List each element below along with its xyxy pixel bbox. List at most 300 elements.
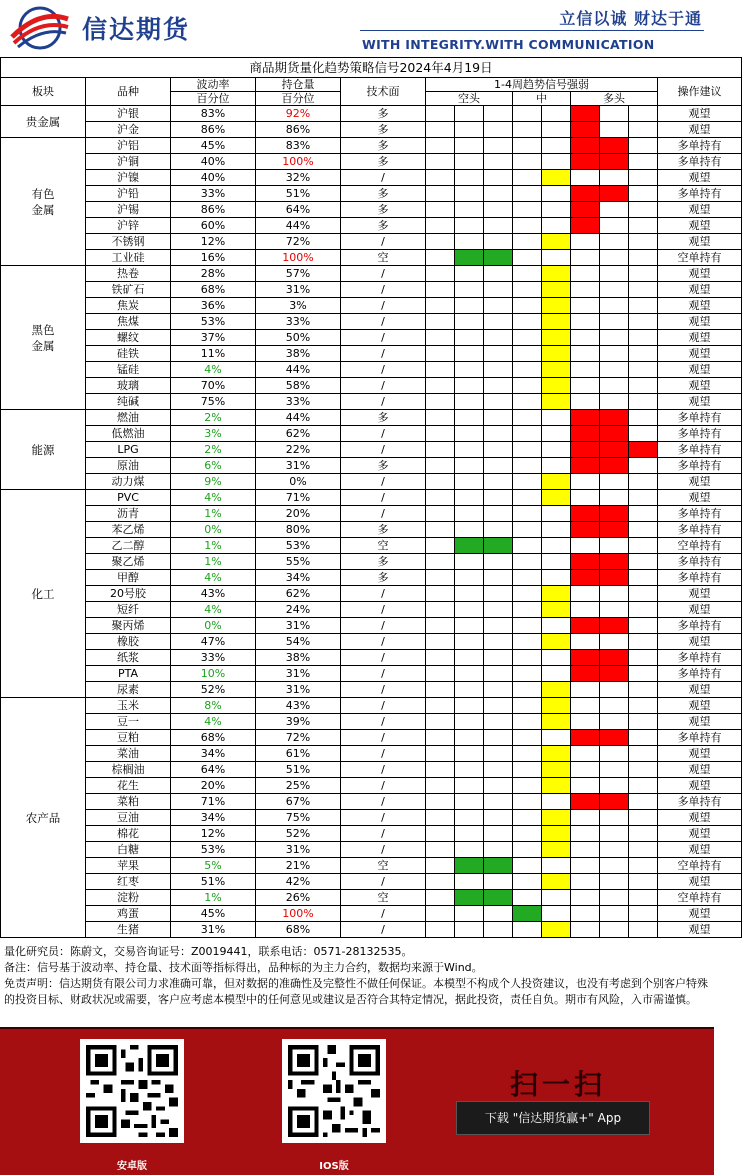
signal-cell bbox=[571, 282, 600, 298]
technical-cell: 多 bbox=[341, 122, 426, 138]
signal-cell bbox=[484, 682, 513, 698]
volatility-cell: 70% bbox=[171, 378, 256, 394]
signal-cell bbox=[571, 570, 600, 586]
signal-cell bbox=[571, 618, 600, 634]
signal-table bbox=[0, 57, 742, 938]
open-interest-cell: 26% bbox=[256, 890, 341, 906]
signal-cell bbox=[600, 122, 629, 138]
signal-cell bbox=[629, 762, 658, 778]
signal-cell bbox=[600, 794, 629, 810]
signal-cell bbox=[542, 298, 571, 314]
open-interest-cell: 100% bbox=[256, 250, 341, 266]
signal-cell bbox=[484, 522, 513, 538]
table-row bbox=[1, 778, 742, 794]
signal-cell bbox=[426, 666, 455, 682]
signal-cell bbox=[600, 602, 629, 618]
signal-cell bbox=[629, 538, 658, 554]
technical-cell: / bbox=[341, 650, 426, 666]
open-interest-cell: 54% bbox=[256, 634, 341, 650]
signal-cell bbox=[513, 746, 542, 762]
signal-cell bbox=[571, 154, 600, 170]
signal-cell bbox=[426, 874, 455, 890]
advice-cell: 观望 bbox=[658, 170, 742, 186]
technical-cell: 多 bbox=[341, 106, 426, 122]
advice-cell: 观望 bbox=[658, 906, 742, 922]
signal-cell bbox=[426, 634, 455, 650]
open-interest-cell: 0% bbox=[256, 474, 341, 490]
open-interest-cell: 72% bbox=[256, 730, 341, 746]
product-cell: LPG bbox=[86, 442, 171, 458]
signal-cell bbox=[484, 762, 513, 778]
technical-cell: 多 bbox=[341, 154, 426, 170]
signal-cell bbox=[542, 490, 571, 506]
signal-cell bbox=[455, 138, 484, 154]
advice-cell: 多单持有 bbox=[658, 794, 742, 810]
signal-cell bbox=[513, 330, 542, 346]
open-interest-cell: 33% bbox=[256, 314, 341, 330]
table-row bbox=[1, 666, 742, 682]
open-interest-cell: 80% bbox=[256, 522, 341, 538]
signal-cell bbox=[600, 586, 629, 602]
advice-cell: 多单持有 bbox=[658, 730, 742, 746]
signal-cell bbox=[513, 410, 542, 426]
signal-cell bbox=[571, 426, 600, 442]
technical-cell: / bbox=[341, 314, 426, 330]
signal-cell bbox=[426, 266, 455, 282]
advice-cell: 观望 bbox=[658, 778, 742, 794]
advice-cell: 观望 bbox=[658, 282, 742, 298]
signal-cell bbox=[484, 298, 513, 314]
volatility-cell: 4% bbox=[171, 714, 256, 730]
signal-cell bbox=[513, 586, 542, 602]
open-interest-cell: 3% bbox=[256, 298, 341, 314]
signal-cell bbox=[426, 170, 455, 186]
product-cell: 菜粕 bbox=[86, 794, 171, 810]
volatility-cell: 33% bbox=[171, 186, 256, 202]
signal-cell bbox=[542, 106, 571, 122]
technical-cell: / bbox=[341, 282, 426, 298]
volatility-cell: 16% bbox=[171, 250, 256, 266]
signal-cell bbox=[513, 506, 542, 522]
signal-cell bbox=[513, 106, 542, 122]
product-cell: 沪锡 bbox=[86, 202, 171, 218]
signal-cell bbox=[513, 314, 542, 330]
open-interest-cell: 20% bbox=[256, 506, 341, 522]
signal-cell bbox=[600, 538, 629, 554]
signal-cell bbox=[426, 522, 455, 538]
signal-cell bbox=[629, 138, 658, 154]
technical-cell: 多 bbox=[341, 554, 426, 570]
open-interest-cell: 71% bbox=[256, 490, 341, 506]
advice-cell: 观望 bbox=[658, 234, 742, 250]
signal-cell bbox=[542, 922, 571, 938]
technical-cell: / bbox=[341, 170, 426, 186]
signal-cell bbox=[426, 714, 455, 730]
signal-cell bbox=[542, 282, 571, 298]
signal-cell bbox=[426, 506, 455, 522]
signal-cell bbox=[600, 762, 629, 778]
signal-cell bbox=[571, 922, 600, 938]
signal-cell bbox=[629, 330, 658, 346]
advice-cell: 观望 bbox=[658, 378, 742, 394]
product-cell: 热卷 bbox=[86, 266, 171, 282]
signal-cell bbox=[542, 442, 571, 458]
volatility-cell: 52% bbox=[171, 682, 256, 698]
header-short: 空头 bbox=[426, 92, 513, 106]
open-interest-cell: 25% bbox=[256, 778, 341, 794]
signal-cell bbox=[484, 778, 513, 794]
signal-cell bbox=[513, 474, 542, 490]
signal-cell bbox=[484, 730, 513, 746]
signal-cell bbox=[571, 506, 600, 522]
open-interest-cell: 50% bbox=[256, 330, 341, 346]
signal-cell bbox=[571, 138, 600, 154]
header-oi-1: 持仓量 bbox=[256, 78, 341, 92]
open-interest-cell: 24% bbox=[256, 602, 341, 618]
table-row bbox=[1, 186, 742, 202]
signal-cell bbox=[600, 266, 629, 282]
signal-cell bbox=[571, 874, 600, 890]
volatility-cell: 10% bbox=[171, 666, 256, 682]
table-row bbox=[1, 794, 742, 810]
table-row bbox=[1, 730, 742, 746]
signal-cell bbox=[455, 490, 484, 506]
advice-cell: 观望 bbox=[658, 826, 742, 842]
signal-cell bbox=[629, 426, 658, 442]
technical-cell: / bbox=[341, 874, 426, 890]
signal-cell bbox=[426, 842, 455, 858]
volatility-cell: 0% bbox=[171, 522, 256, 538]
advice-cell: 观望 bbox=[658, 314, 742, 330]
download-app-button[interactable]: 下载 "信达期货赢+" App bbox=[456, 1101, 650, 1135]
table-row bbox=[1, 650, 742, 666]
table-title: 商品期货量化趋势策略信号2024年4月19日 bbox=[1, 58, 742, 78]
signal-cell bbox=[426, 698, 455, 714]
signal-cell bbox=[629, 346, 658, 362]
advice-cell: 观望 bbox=[658, 346, 742, 362]
signal-cell bbox=[571, 810, 600, 826]
technical-cell: / bbox=[341, 666, 426, 682]
signal-cell bbox=[571, 794, 600, 810]
android-qr-code[interactable] bbox=[80, 1039, 184, 1143]
slogan: 立信以诚 财达于通 bbox=[559, 9, 702, 28]
signal-cell bbox=[455, 682, 484, 698]
product-cell: 鸡蛋 bbox=[86, 906, 171, 922]
product-cell: 玻璃 bbox=[86, 378, 171, 394]
signal-cell bbox=[426, 218, 455, 234]
table-row bbox=[1, 858, 742, 874]
signal-cell bbox=[484, 666, 513, 682]
signal-cell bbox=[455, 522, 484, 538]
signal-cell bbox=[629, 410, 658, 426]
table-row bbox=[1, 698, 742, 714]
signal-cell bbox=[571, 378, 600, 394]
signal-cell bbox=[600, 218, 629, 234]
signal-cell bbox=[484, 378, 513, 394]
technical-cell: / bbox=[341, 330, 426, 346]
advice-cell: 观望 bbox=[658, 298, 742, 314]
signal-cell bbox=[600, 650, 629, 666]
sector-cell: 有色 金属 bbox=[1, 138, 86, 266]
signal-cell bbox=[484, 394, 513, 410]
signal-cell bbox=[600, 330, 629, 346]
advice-cell: 空单持有 bbox=[658, 538, 742, 554]
advice-cell: 多单持有 bbox=[658, 186, 742, 202]
signal-cell bbox=[484, 906, 513, 922]
signal-cell bbox=[426, 410, 455, 426]
signal-cell bbox=[455, 714, 484, 730]
signal-cell bbox=[629, 282, 658, 298]
table-row bbox=[1, 298, 742, 314]
signal-cell bbox=[542, 570, 571, 586]
product-cell: 玉米 bbox=[86, 698, 171, 714]
signal-cell bbox=[455, 330, 484, 346]
signal-cell bbox=[600, 890, 629, 906]
signal-cell bbox=[426, 746, 455, 762]
signal-cell bbox=[484, 746, 513, 762]
volatility-cell: 4% bbox=[171, 362, 256, 378]
signal-cell bbox=[600, 442, 629, 458]
sector-cell: 农产品 bbox=[1, 698, 86, 938]
signal-cell bbox=[426, 538, 455, 554]
signal-cell bbox=[455, 378, 484, 394]
signal-cell bbox=[542, 426, 571, 442]
signal-cell bbox=[600, 314, 629, 330]
advice-cell: 观望 bbox=[658, 634, 742, 650]
signal-cell bbox=[542, 474, 571, 490]
signal-cell bbox=[542, 522, 571, 538]
volatility-cell: 36% bbox=[171, 298, 256, 314]
volatility-cell: 28% bbox=[171, 266, 256, 282]
signal-cell bbox=[571, 698, 600, 714]
signal-cell bbox=[571, 650, 600, 666]
signal-cell bbox=[484, 122, 513, 138]
signal-cell bbox=[629, 922, 658, 938]
technical-cell: / bbox=[341, 346, 426, 362]
table-row bbox=[1, 218, 742, 234]
signal-cell bbox=[426, 202, 455, 218]
table-row bbox=[1, 378, 742, 394]
signal-cell bbox=[629, 698, 658, 714]
signal-cell bbox=[513, 490, 542, 506]
technical-cell: 空 bbox=[341, 858, 426, 874]
volatility-cell: 64% bbox=[171, 762, 256, 778]
signal-cell bbox=[426, 858, 455, 874]
signal-cell bbox=[542, 730, 571, 746]
signal-cell bbox=[455, 586, 484, 602]
signal-cell bbox=[571, 842, 600, 858]
advice-cell: 观望 bbox=[658, 474, 742, 490]
technical-cell: / bbox=[341, 394, 426, 410]
table-row bbox=[1, 554, 742, 570]
signal-cell bbox=[600, 554, 629, 570]
technical-cell: 空 bbox=[341, 250, 426, 266]
volatility-cell: 0% bbox=[171, 618, 256, 634]
ios-label: IOS版 bbox=[319, 1161, 349, 1172]
product-cell: 短纤 bbox=[86, 602, 171, 618]
signal-cell bbox=[571, 394, 600, 410]
technical-cell: / bbox=[341, 746, 426, 762]
table-row bbox=[1, 490, 742, 506]
signal-cell bbox=[484, 170, 513, 186]
volatility-cell: 60% bbox=[171, 218, 256, 234]
advice-cell: 多单持有 bbox=[658, 618, 742, 634]
advice-cell: 观望 bbox=[658, 746, 742, 762]
technical-cell: 多 bbox=[341, 202, 426, 218]
signal-cell bbox=[455, 762, 484, 778]
sector-cell: 贵金属 bbox=[1, 106, 86, 138]
volatility-cell: 4% bbox=[171, 570, 256, 586]
table-row bbox=[1, 170, 742, 186]
signal-cell bbox=[542, 682, 571, 698]
product-cell: 乙二醇 bbox=[86, 538, 171, 554]
signal-cell bbox=[571, 490, 600, 506]
product-cell: 聚乙烯 bbox=[86, 554, 171, 570]
table-row bbox=[1, 922, 742, 938]
signal-cell bbox=[629, 778, 658, 794]
signal-cell bbox=[513, 154, 542, 170]
volatility-cell: 20% bbox=[171, 778, 256, 794]
product-cell: 沪金 bbox=[86, 122, 171, 138]
signal-cell bbox=[426, 570, 455, 586]
signal-cell bbox=[484, 330, 513, 346]
table-row bbox=[1, 602, 742, 618]
signal-cell bbox=[600, 922, 629, 938]
volatility-cell: 68% bbox=[171, 730, 256, 746]
open-interest-cell: 72% bbox=[256, 234, 341, 250]
table-row bbox=[1, 906, 742, 922]
table-row bbox=[1, 890, 742, 906]
signal-cell bbox=[600, 298, 629, 314]
signal-cell bbox=[484, 442, 513, 458]
volatility-cell: 1% bbox=[171, 890, 256, 906]
signal-cell bbox=[513, 202, 542, 218]
product-cell: PTA bbox=[86, 666, 171, 682]
technical-cell: / bbox=[341, 682, 426, 698]
volatility-cell: 34% bbox=[171, 810, 256, 826]
signal-cell bbox=[455, 250, 484, 266]
volatility-cell: 11% bbox=[171, 346, 256, 362]
signal-cell bbox=[629, 122, 658, 138]
open-interest-cell: 22% bbox=[256, 442, 341, 458]
signal-cell bbox=[513, 378, 542, 394]
volatility-cell: 75% bbox=[171, 394, 256, 410]
signal-cell bbox=[571, 522, 600, 538]
advice-cell: 多单持有 bbox=[658, 666, 742, 682]
open-interest-cell: 68% bbox=[256, 922, 341, 938]
signal-cell bbox=[542, 634, 571, 650]
signal-cell bbox=[513, 858, 542, 874]
product-cell: 硅铁 bbox=[86, 346, 171, 362]
advice-cell: 观望 bbox=[658, 218, 742, 234]
signal-cell bbox=[455, 906, 484, 922]
signal-cell bbox=[426, 186, 455, 202]
open-interest-cell: 92% bbox=[256, 106, 341, 122]
volatility-cell: 51% bbox=[171, 874, 256, 890]
signal-cell bbox=[513, 186, 542, 202]
technical-cell: 空 bbox=[341, 890, 426, 906]
advice-cell: 多单持有 bbox=[658, 458, 742, 474]
advice-cell: 观望 bbox=[658, 698, 742, 714]
signal-cell bbox=[600, 570, 629, 586]
product-cell: 生猪 bbox=[86, 922, 171, 938]
signal-cell bbox=[513, 170, 542, 186]
signal-cell bbox=[484, 250, 513, 266]
product-cell: 苹果 bbox=[86, 858, 171, 874]
signal-cell bbox=[629, 170, 658, 186]
signal-cell bbox=[513, 442, 542, 458]
signal-cell bbox=[629, 458, 658, 474]
signal-cell bbox=[484, 650, 513, 666]
advice-cell: 观望 bbox=[658, 122, 742, 138]
signal-cell bbox=[455, 234, 484, 250]
signal-cell bbox=[513, 922, 542, 938]
volatility-cell: 53% bbox=[171, 842, 256, 858]
signal-cell bbox=[600, 698, 629, 714]
signal-cell bbox=[513, 906, 542, 922]
open-interest-cell: 55% bbox=[256, 554, 341, 570]
volatility-cell: 31% bbox=[171, 922, 256, 938]
technical-cell: / bbox=[341, 442, 426, 458]
table-row bbox=[1, 346, 742, 362]
signal-cell bbox=[542, 762, 571, 778]
signal-cell bbox=[455, 698, 484, 714]
signal-cell bbox=[426, 346, 455, 362]
signal-cell bbox=[484, 314, 513, 330]
table-row bbox=[1, 138, 742, 154]
signal-cell bbox=[455, 922, 484, 938]
volatility-cell: 37% bbox=[171, 330, 256, 346]
signal-cell bbox=[542, 714, 571, 730]
scan-text: 扫一扫 bbox=[510, 1068, 607, 1101]
technical-cell: / bbox=[341, 698, 426, 714]
table-row bbox=[1, 106, 742, 122]
signal-cell bbox=[542, 218, 571, 234]
qr-android-icon bbox=[86, 1045, 178, 1137]
volatility-cell: 9% bbox=[171, 474, 256, 490]
header-advice: 操作建议 bbox=[658, 78, 742, 106]
product-cell: PVC bbox=[86, 490, 171, 506]
header-tech: 技术面 bbox=[341, 78, 426, 106]
signal-cell bbox=[542, 138, 571, 154]
open-interest-cell: 31% bbox=[256, 682, 341, 698]
volatility-cell: 71% bbox=[171, 794, 256, 810]
product-cell: 红枣 bbox=[86, 874, 171, 890]
signal-cell bbox=[571, 682, 600, 698]
technical-cell: / bbox=[341, 906, 426, 922]
signal-cell bbox=[426, 234, 455, 250]
signal-cell bbox=[542, 250, 571, 266]
ios-qr-code[interactable] bbox=[282, 1039, 386, 1143]
header-signal: 1-4周趋势信号强弱 bbox=[426, 78, 658, 92]
table-row bbox=[1, 570, 742, 586]
signal-cell bbox=[542, 794, 571, 810]
signal-cell bbox=[600, 138, 629, 154]
sector-cell: 能源 bbox=[1, 410, 86, 490]
analyst-info: 量化研究员：陈蔚文，交易咨询证号：Z0019441，联系电话：0571-28132535。 bbox=[4, 945, 413, 958]
signal-cell bbox=[455, 554, 484, 570]
technical-cell: / bbox=[341, 490, 426, 506]
signal-cell bbox=[484, 634, 513, 650]
table-row bbox=[1, 538, 742, 554]
technical-cell: / bbox=[341, 506, 426, 522]
advice-cell: 观望 bbox=[658, 682, 742, 698]
signal-cell bbox=[571, 330, 600, 346]
signal-cell bbox=[629, 378, 658, 394]
signal-cell bbox=[513, 714, 542, 730]
advice-cell: 观望 bbox=[658, 394, 742, 410]
volatility-cell: 12% bbox=[171, 234, 256, 250]
